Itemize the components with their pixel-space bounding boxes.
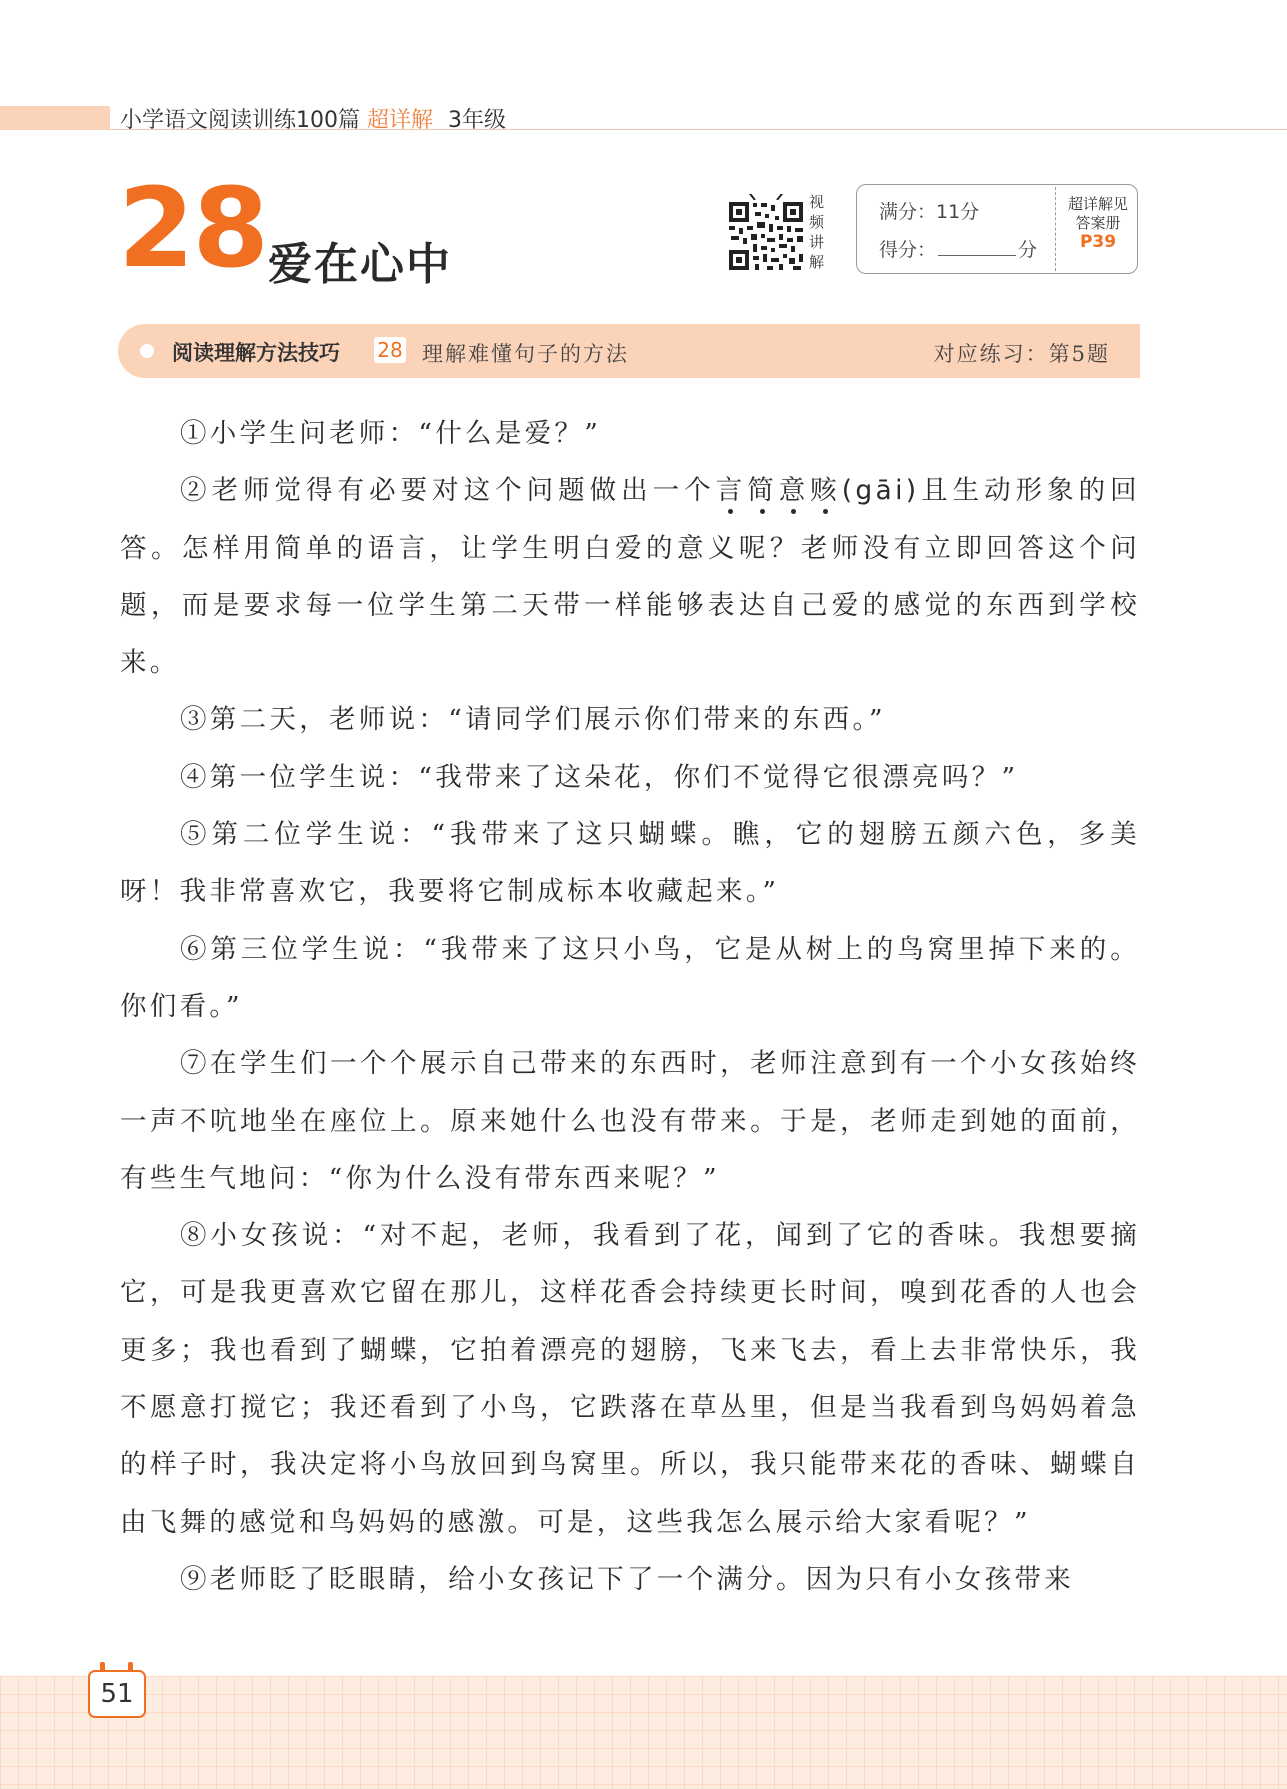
bullet-icon: [140, 344, 154, 358]
qr-code-icon[interactable]: [727, 194, 805, 272]
article-body: [120, 405, 1140, 1608]
method-label: 阅读理解方法技巧: [172, 341, 340, 365]
paragraph-3: ③第二天，老师说：“请同学们展示你们带来的东西。”: [180, 704, 886, 736]
paragraph-8: ⑧小女孩说：“对不起，老师，我看到了花，闻到了它的香味。我想要摘它，可是我更喜欢它留在那儿，这样花香会持续更长时间，嗅到花香的人也会更多；我也看到了蝴蝶，它拍着漂亮的翅膀，飞来飞去，看上去非常快乐，我不愿意打搅它；我还看到了小鸟，它跌落在草丛里，但是当我看到鸟妈妈着急的样子时，我决定将小鸟放回到鸟窝里。所以，我只能带来花的香味、蝴蝶自由飞舞的感觉和鸟妈妈的感激。可是，这些我怎么展示给大家看呢？”: [120, 1220, 1140, 1538]
score-divider: [1055, 187, 1056, 271]
paragraph-9: ⑨老师眨了眨眼睛，给小女孩记下了一个满分。因为只有小女孩带来: [180, 1563, 1074, 1595]
book-title-main: 小学语文阅读训练100篇: [120, 108, 360, 133]
got-score: [879, 235, 1037, 262]
method-number: 28: [374, 337, 406, 363]
score-blank[interactable]: [938, 237, 1016, 256]
paragraph-1: ①小学生问老师：“什么是爱？”: [180, 418, 602, 449]
paragraph-5: ⑤第二位学生说：“我带来了这只蝴蝶。瞧，它的翅膀五颜六色，多美呀！我非常喜欢它，我要将它制成标本收藏起来。”: [120, 819, 1140, 908]
dotted-char: 简: [747, 475, 779, 507]
dotted-char: 言: [715, 475, 748, 507]
answer-page: P39: [1079, 232, 1117, 252]
paragraph-2-start: ②老师觉得有必要对这个问题做出一个: [180, 475, 716, 507]
paragraph-2-end: 且生动形象的回答。怎样用简单的语言，让学生明白爱的意义呢？老师没有立即回答这个问题，而是要求每一位学生第二天带一样能够表达自己爱的感觉的东西到学校来。: [120, 475, 1140, 679]
qr-label: 视频讲解: [809, 193, 825, 271]
dotted-char: 意: [778, 475, 811, 507]
header-stripe: [0, 106, 110, 130]
dotted-char: 赅: [810, 475, 842, 507]
page-number: 51: [88, 1670, 146, 1718]
method-topic: 理解难懂句子的方法: [422, 342, 629, 366]
paragraph-7: ⑦在学生们一个个展示自己带来的东西时，老师注意到有一个小女孩始终一声不吭地坐在座位上。原来她什么也没有带来。于是，老师走到她的面前，有些生气地问：“你为什么没有带东西来呢？”: [120, 1048, 1140, 1194]
got-score-label: 得分：: [879, 239, 937, 261]
footer-grid: [0, 1676, 1287, 1789]
got-score-unit: 分: [1018, 239, 1038, 261]
full-score: 满分：11分: [879, 201, 980, 223]
lesson-number: 28: [118, 164, 268, 292]
answer-reference: [1059, 195, 1137, 252]
paragraph-2: [120, 462, 1140, 691]
answer-line-2: 答案册: [1075, 214, 1121, 232]
pinyin-annotation: (gāi): [841, 475, 920, 507]
method-banner: [118, 324, 1140, 378]
lesson-title: 爱在心中: [268, 239, 452, 290]
paragraph-4: ④第一位学生说：“我带来了这朵花，你们不觉得它很漂亮吗？”: [180, 761, 1019, 793]
book-title-highlight: 超详解: [367, 108, 434, 133]
method-practice: 对应练习：第5题: [933, 342, 1110, 366]
paragraph-6: ⑥第三位学生说：“我带来了这只小鸟，它是从树上的鸟窝里掉下来的。你们看。”: [120, 933, 1140, 1022]
answer-line-1: 超详解见: [1067, 195, 1128, 213]
book-grade: 3年级: [448, 108, 507, 133]
book-title: [120, 103, 506, 134]
score-box: [856, 184, 1138, 274]
